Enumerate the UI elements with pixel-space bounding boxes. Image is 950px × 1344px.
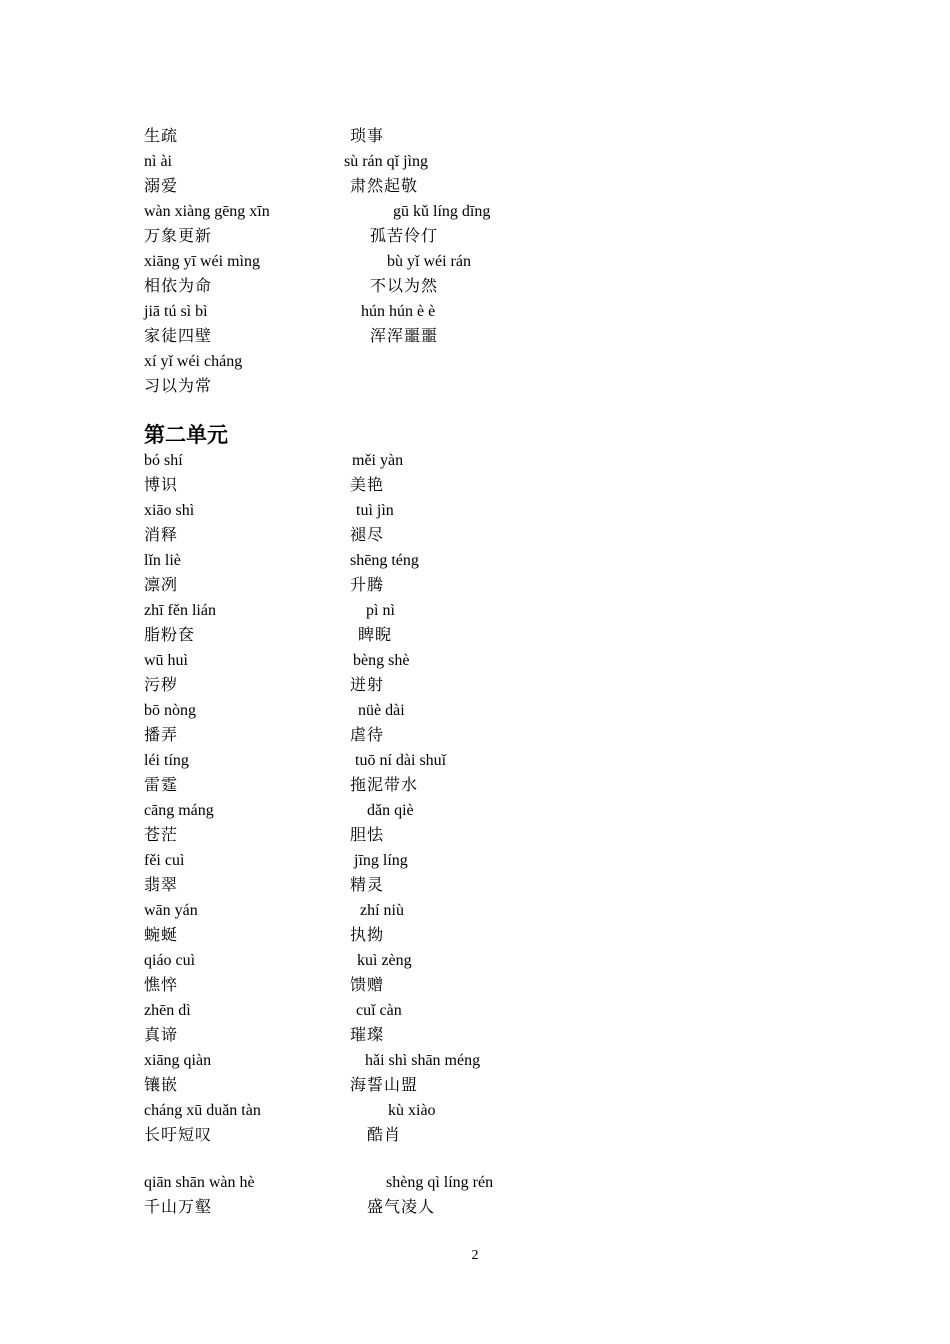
pinyin-right: hún hún è è — [361, 303, 436, 320]
vocab-row — [0, 448, 950, 473]
hanzi-right: 肃然起敬 — [350, 178, 419, 195]
vocab-row — [0, 748, 950, 773]
pinyin-left: jiā tú sì bì — [144, 303, 208, 320]
hanzi-right: 琐事 — [350, 128, 385, 145]
vocab-row — [0, 823, 950, 848]
hanzi-left: 消释 — [144, 527, 179, 544]
hanzi-right: 升腾 — [350, 577, 385, 594]
vocab-row — [0, 124, 950, 149]
hanzi-left: 雷霆 — [144, 777, 179, 794]
hanzi-left: 万象更新 — [144, 228, 213, 245]
hanzi-right: 璀璨 — [350, 1027, 385, 1044]
hanzi-right: 胆怯 — [350, 827, 385, 844]
hanzi-right: 褪尽 — [350, 527, 385, 544]
pinyin-right: shèng qì líng rén — [386, 1174, 494, 1191]
pinyin-right: kù xiào — [388, 1102, 436, 1119]
vocab-row — [0, 1195, 950, 1220]
vocab-row — [0, 773, 950, 798]
hanzi-right: 精灵 — [350, 877, 385, 894]
vocab-row — [0, 598, 950, 623]
pinyin-left: wàn xiàng gēng xīn — [144, 203, 270, 220]
vocab-row — [0, 498, 950, 523]
hanzi-right: 馈赠 — [350, 977, 385, 994]
pinyin-left: qiān shān wàn hè — [144, 1174, 255, 1191]
pinyin-right: pì nì — [366, 602, 395, 619]
pinyin-left: bō nòng — [144, 702, 196, 719]
pinyin-right: bèng shè — [353, 652, 410, 669]
vocab-row — [0, 1023, 950, 1048]
pinyin-left: fěi cuì — [144, 852, 185, 869]
pinyin-left: xiāo shì — [144, 502, 195, 519]
hanzi-left: 真谛 — [144, 1027, 179, 1044]
vocab-row — [0, 324, 950, 349]
pinyin-left: xiāng yī wéi mìng — [144, 253, 260, 270]
hanzi-right: 酷肖 — [367, 1127, 402, 1144]
pinyin-right: zhí niù — [360, 902, 404, 919]
vocab-row — [0, 199, 950, 224]
pinyin-right: cuǐ càn — [356, 1002, 402, 1019]
pinyin-left: zhēn dì — [144, 1002, 191, 1019]
hanzi-right: 迸射 — [350, 677, 385, 694]
vocab-row — [0, 873, 950, 898]
hanzi-left: 博识 — [144, 477, 179, 494]
pinyin-right: tuì jìn — [356, 502, 394, 519]
hanzi-right: 执拗 — [350, 927, 385, 944]
pinyin-right: jīng líng — [354, 852, 408, 869]
hanzi-left: 憔悴 — [144, 977, 179, 994]
hanzi-left: 长吁短叹 — [144, 1127, 213, 1144]
hanzi-left: 家徒四壁 — [144, 328, 213, 345]
pinyin-left: bó shí — [144, 452, 183, 469]
pinyin-left: lǐn liè — [144, 552, 181, 569]
vocab-row — [0, 224, 950, 249]
vocab-row — [0, 1098, 950, 1123]
section-heading-unit-two: 第二单元 — [144, 423, 228, 447]
hanzi-left: 播弄 — [144, 727, 179, 744]
vocab-row — [0, 548, 950, 573]
vocab-row — [0, 923, 950, 948]
vocab-row — [0, 948, 950, 973]
vocab-row — [0, 623, 950, 648]
pinyin-left: léi tíng — [144, 752, 189, 769]
hanzi-left: 污秽 — [144, 677, 179, 694]
hanzi-right: 美艳 — [350, 477, 385, 494]
pinyin-left: wān yán — [144, 902, 198, 919]
vocab-row — [0, 998, 950, 1023]
pinyin-right: kuì zèng — [357, 952, 412, 969]
hanzi-left: 千山万壑 — [144, 1199, 213, 1216]
vocab-row — [0, 673, 950, 698]
hanzi-right: 虐待 — [350, 727, 385, 744]
vocab-row — [0, 573, 950, 598]
pinyin-right: sù rán qǐ jìng — [344, 153, 428, 170]
hanzi-left: 镶嵌 — [144, 1077, 179, 1094]
hanzi-right: 盛气凌人 — [367, 1199, 436, 1216]
vocab-row — [0, 149, 950, 174]
hanzi-left: 溺爱 — [144, 178, 179, 195]
hanzi-left: 蜿蜒 — [144, 927, 179, 944]
pinyin-left: cāng máng — [144, 802, 214, 819]
hanzi-left: 生疏 — [144, 128, 179, 145]
hanzi-left: 脂粉奁 — [144, 627, 196, 644]
vocab-row — [0, 349, 950, 374]
vocab-row — [0, 898, 950, 923]
vocab-row — [0, 723, 950, 748]
page-number: 2 — [471, 1248, 479, 1263]
vocab-row — [0, 274, 950, 299]
hanzi-right: 拖泥带水 — [350, 777, 419, 794]
vocab-row — [0, 648, 950, 673]
vocab-row — [0, 473, 950, 498]
vocab-row — [0, 1123, 950, 1148]
hanzi-left: 凛冽 — [144, 577, 179, 594]
vocab-row — [0, 1048, 950, 1073]
pinyin-right: měi yàn — [352, 452, 404, 469]
pinyin-left: nì ài — [144, 153, 172, 170]
vocab-row — [0, 698, 950, 723]
hanzi-right: 睥睨 — [358, 627, 393, 644]
pinyin-right: hǎi shì shān méng — [365, 1052, 481, 1069]
hanzi-right: 浑浑噩噩 — [370, 328, 439, 345]
hanzi-right: 不以为然 — [370, 278, 439, 295]
pinyin-right: bù yǐ wéi rán — [387, 253, 471, 270]
hanzi-left: 习以为常 — [144, 378, 213, 395]
pinyin-left: wū huì — [144, 652, 188, 669]
pinyin-left: cháng xū duǎn tàn — [144, 1102, 261, 1119]
hanzi-left: 苍茫 — [144, 827, 179, 844]
vocab-row — [0, 249, 950, 274]
hanzi-right: 孤苦伶仃 — [370, 228, 439, 245]
vocab-row — [0, 174, 950, 199]
pinyin-left: xiāng qiàn — [144, 1052, 212, 1069]
pinyin-left: zhī fěn lián — [144, 602, 216, 619]
pinyin-right: nüè dài — [358, 702, 405, 719]
vocab-row — [0, 973, 950, 998]
vocab-row — [0, 1170, 950, 1195]
pinyin-right: gū kǔ líng dīng — [393, 203, 491, 220]
vocab-row — [0, 299, 950, 324]
pinyin-left: qiáo cuì — [144, 952, 196, 969]
vocab-row — [0, 523, 950, 548]
pinyin-left: xí yǐ wéi cháng — [144, 353, 243, 370]
vocab-row — [0, 798, 950, 823]
vocab-row — [0, 374, 950, 399]
vocab-row — [0, 1073, 950, 1098]
hanzi-right: 海誓山盟 — [350, 1077, 419, 1094]
vocab-row — [0, 848, 950, 873]
hanzi-left: 翡翠 — [144, 877, 179, 894]
pinyin-right: tuō ní dài shuǐ — [355, 752, 447, 769]
hanzi-left: 相依为命 — [144, 278, 213, 295]
pinyin-right: dǎn qiè — [367, 802, 414, 819]
pinyin-right: shēng téng — [350, 552, 419, 569]
